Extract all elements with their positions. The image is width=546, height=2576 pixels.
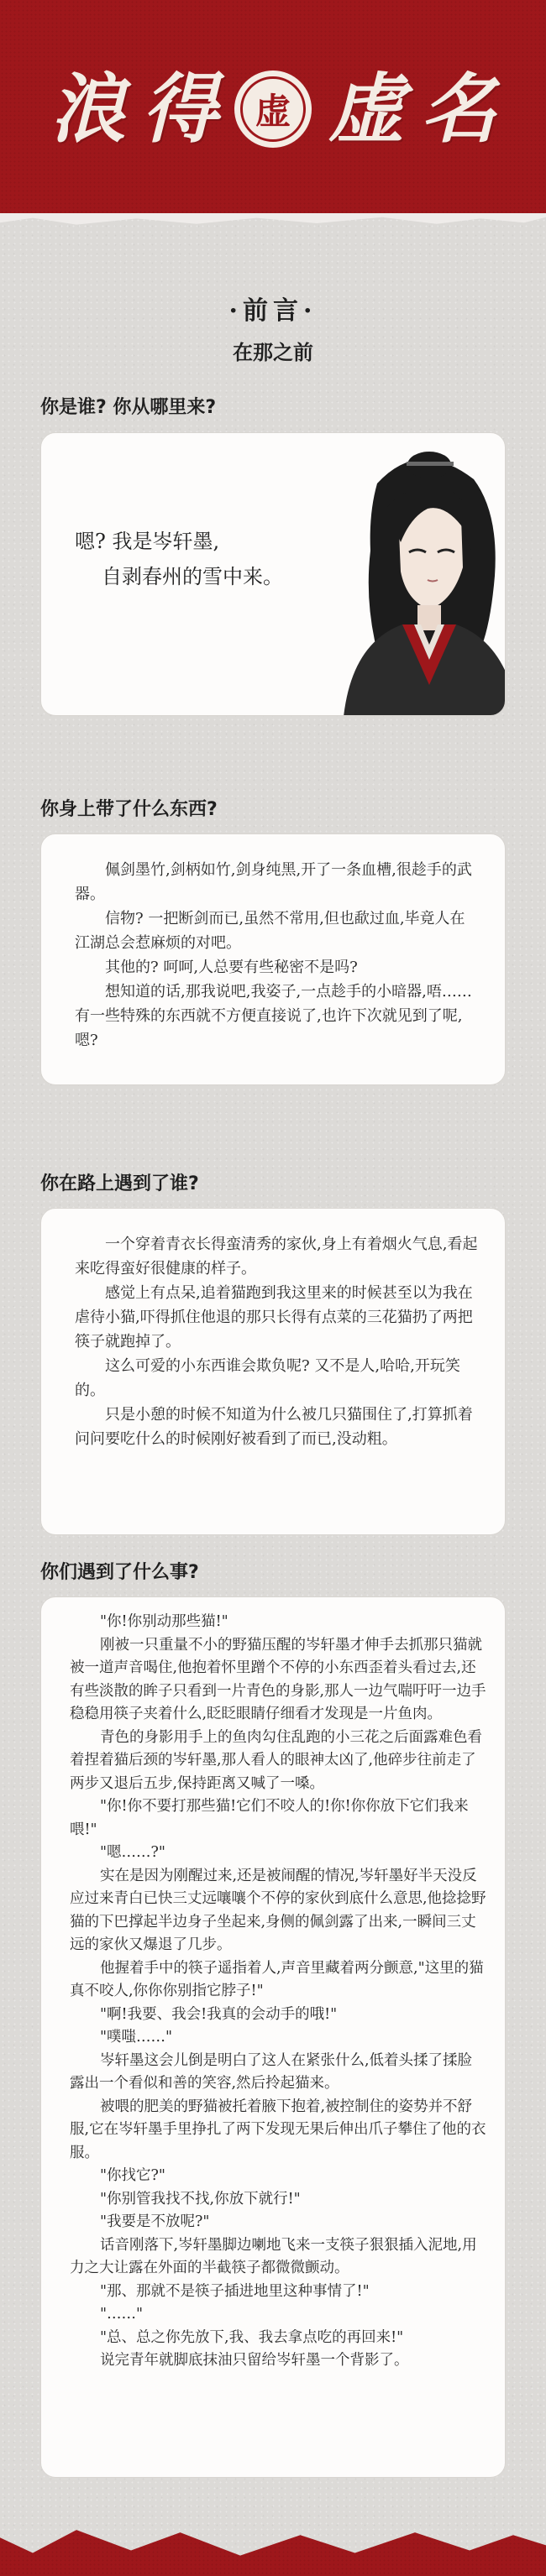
paragraph: "我要是不放呢?" bbox=[100, 2213, 210, 2230]
paragraph: 感觉上有点呆,追着猫跑到我这里来的时候甚至以为我在虐待小猫,吓得抓住他退的那只长得有点菜的三花猫扔了两把筷子就跑掉了。 bbox=[75, 1284, 473, 1351]
paragraph: 信物? 一把断剑而已,虽然不常用,但也歃过血,毕竟人在江湖总会惹麻烦的对吧。 bbox=[75, 910, 465, 952]
answer-card-3 bbox=[40, 1208, 506, 1535]
question-3: 你在路上遇到了谁? bbox=[40, 1173, 199, 1194]
paragraph: 其他的? 呵呵,人总要有些秘密不是吗? bbox=[105, 959, 358, 976]
paragraph: 话音刚落下,岑轩墨脚边喇地飞来一支筷子狠狠插入泥地,用力之大让露在外面的半截筷子都微微颤动。 bbox=[70, 2236, 477, 2276]
logo-char-2: 得 bbox=[142, 65, 218, 154]
intro-title: ·前言· bbox=[228, 296, 318, 326]
logo-char-4: 名 bbox=[421, 65, 496, 154]
question-4: 你们遇到了什么事? bbox=[40, 1562, 199, 1583]
seal-emblem bbox=[234, 71, 312, 148]
logo-char-1: 浪 bbox=[50, 65, 125, 154]
footer-banner bbox=[0, 2525, 546, 2576]
paragraph: "你!你别动那些猫!" bbox=[100, 1613, 228, 1630]
speech-line-1: 嗯? 我是岑轩墨, bbox=[75, 530, 220, 553]
question-1: 你是谁? 你从哪里来? bbox=[40, 397, 217, 418]
logo-char-3: 虚 bbox=[328, 65, 404, 154]
paragraph: "嗯……?" bbox=[100, 1844, 165, 1861]
paragraph: 被喂的肥美的野猫被托着腋下抱着,被控制住的姿势并不舒服,它在岑轩墨手里挣扎了两下发现无果后伸出爪子攀住了他的衣服。 bbox=[70, 2098, 486, 2161]
paragraph: "总、总之你先放下,我、我去拿点吃的再回来!" bbox=[100, 2328, 404, 2346]
answer-card-1 bbox=[40, 432, 506, 716]
paragraph: 实在是因为刚醒过来,还是被闹醒的情况,岑轩墨好半天没反应过来青白已快三丈远嚷嚷个不停的家伙到底什么意思,他捻捻野猫的下巴撑起半边身子坐起来,身侧的佩剑露了出来,一瞬间三丈远的家伙又爆退了几步。 bbox=[70, 1867, 486, 1953]
speech-text bbox=[75, 524, 360, 594]
paragraph: 想知道的话,那我说吧,我姿子,一点趁手的小暗器,唔……有一些特殊的东西就不方便直接说了,也许下次就见到了呢,嗯? bbox=[75, 983, 472, 1049]
paragraph: 刚被一只重量不小的野猫压醒的岑轩墨才伸手去抓那只猫就被一道声音喝住,他抱着怀里蹭个不停的小东西歪着头看过去,还有些淡散的眸子只看到一片青色的身影,那人一边气喘吁吁一边手稳稳用筷子夹着什么,眨眨眼睛仔细看才发现是一片鱼肉。 bbox=[70, 1636, 486, 1722]
paragraph: 青色的身影用手上的鱼肉勾住乱跑的小三花之后面露难色看着捏着猫后颈的岑轩墨,那人看人的眼神太凶了,他碎步往前走了两步又退后五步,保持距离又喊了一嗓。 bbox=[70, 1728, 482, 1792]
paragraph: "……" bbox=[100, 2306, 144, 2323]
paragraph: "你找它?" bbox=[100, 2167, 165, 2184]
title-logo bbox=[0, 59, 546, 159]
paragraph: 只是小憩的时候不知道为什么被几只猫围住了,打算抓着问问要吃什么的时候刚好被看到了而已,没动粗。 bbox=[75, 1406, 473, 1448]
answer-card-2 bbox=[40, 833, 506, 1085]
intro-subtitle: 在那之前 bbox=[233, 340, 313, 364]
paragraph: 岑轩墨这会儿倒是明白了这人在紧张什么,低着头揉了揉脸露出一个看似和善的笑容,然后拎起猫来。 bbox=[70, 2051, 473, 2092]
speech-line-2: 自剥春州的雪中来。 bbox=[102, 565, 283, 588]
paragraph: "你!你不要打那些猫!它们不咬人的!你!你你放下它们我来喂!" bbox=[70, 1798, 469, 1838]
character-portrait bbox=[327, 433, 506, 716]
paragraph: "那、那就不是筷子插进地里这种事情了!" bbox=[100, 2282, 370, 2300]
seal-char: 虚 bbox=[240, 76, 306, 142]
answer-card-4 bbox=[40, 1596, 506, 2478]
paragraph: "噗嗤……" bbox=[100, 2029, 173, 2046]
torn-paper-edge bbox=[0, 213, 546, 227]
paragraph: 这么可爱的小东西谁会欺负呢? 又不是人,哈哈,开玩笑的。 bbox=[75, 1357, 460, 1399]
paragraph: 他握着手中的筷子遥指着人,声音里藏着两分颤意,"这里的猫真不咬人,你你你别指它脖子!" bbox=[70, 1959, 484, 1999]
paragraph: "你别管我找不找,你放下就行!" bbox=[100, 2190, 301, 2208]
paragraph: 佩剑墨竹,剑柄如竹,剑身纯黑,开了一条血槽,很趁手的武器。 bbox=[75, 861, 472, 903]
paragraph: "啊!我要、我会!我真的会动手的哦!" bbox=[100, 2005, 338, 2023]
paragraph: 说完青年就脚底抹油只留给岑轩墨一个背影了。 bbox=[100, 2352, 409, 2369]
paragraph: 一个穿着青衣长得蛮清秀的家伙,身上有着烟火气息,看起来吃得蛮好很健康的样子。 bbox=[75, 1236, 478, 1278]
question-2: 你身上带了什么东西? bbox=[40, 799, 218, 820]
